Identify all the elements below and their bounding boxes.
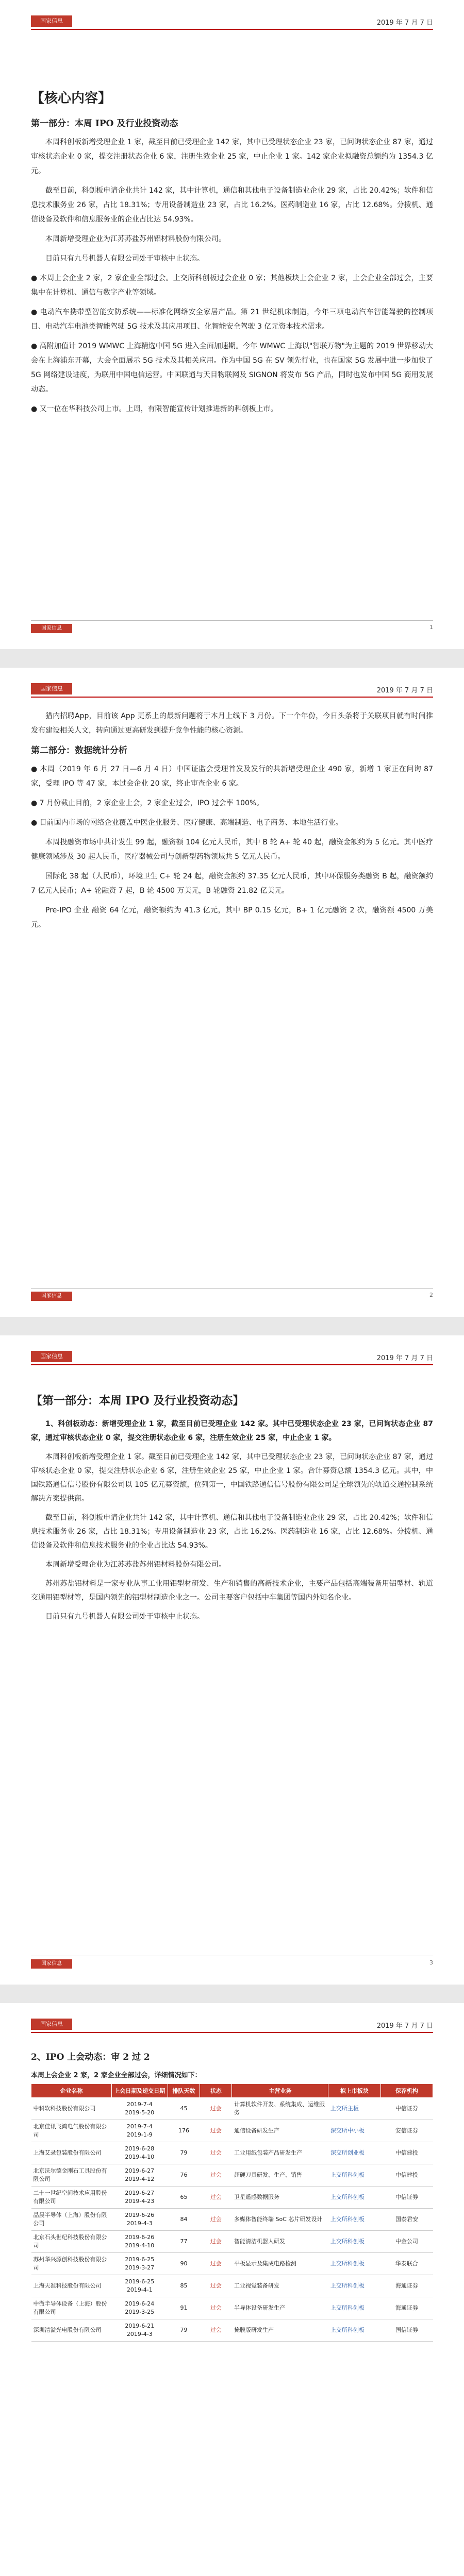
column-header: 上会日期及递交日期 <box>111 2084 168 2098</box>
bullet-item: ● 又一位在华科技公司上市。上周，有限智能宣传计划推进新的科创板上市。 <box>31 402 433 416</box>
table-cell: 上交所科创板 <box>328 2209 380 2231</box>
table-cell: 上交所科创板 <box>328 2164 380 2187</box>
page-4-content <box>31 2044 433 2342</box>
page-header <box>31 2019 433 2033</box>
table-cell: 多媒体智能终端 SoC 芯片研发设计 <box>232 2209 328 2231</box>
table-cell: 掩膜版研发生产 <box>232 2319 328 2342</box>
bullet-item: ● 7 月份截止目前，2 家企业上会，2 家企业过会，IPO 过会率 100%。 <box>31 796 433 810</box>
table-cell: 深交所中小板 <box>328 2120 380 2142</box>
page-header <box>31 683 433 698</box>
paragraph: 本周新增受理企业为江苏苏盐苏州铝材料股份有限公司。 <box>45 1561 226 1569</box>
table-cell: 上海艾录包装股份有限公司 <box>31 2142 112 2164</box>
column-header: 状态 <box>200 2084 232 2098</box>
column-header: 企业名称 <box>31 2084 112 2098</box>
table-cell: 2019-6-24 2019-3-25 <box>111 2297 168 2319</box>
page-3 <box>0 1335 464 1985</box>
page-3-content <box>31 1377 433 1629</box>
table-cell: 过会 <box>200 2187 232 2209</box>
table-cell: 2019-6-26 2019-4-3 <box>111 2209 168 2231</box>
page-number: 2 <box>429 1292 433 1298</box>
page-header <box>31 15 433 30</box>
bullet-item: ● 本周（2019 年 6 月 27 日—6 月 4 日）中国证监会受理首发及发行的共新增受理企业 490 家，新增 1 家正在问询 87 家，受理 IPO 等 47 家，本过会企业 20 家，终止审查企业 6 家。 <box>31 762 433 791</box>
paragraph: 截至目前，科创板申请企业共计 142 家，其中计算机，通信和其他电子设备制造业企业 29 家，占比 20.42%；软件和信息技术服务业 26 家，占比 18.31%；专用设备制造业 23 家，占比 16.2%。医药制造业 16 家，占比 12.68%。分拨机、通信设备及软件和信息服务业的企业占比达 54.93%。 <box>31 187 433 224</box>
page-2 <box>0 668 464 1317</box>
page-1-content <box>31 88 433 421</box>
table-cell: 过会 <box>200 2098 232 2120</box>
part-heading: 【第一部分：本周 IPO 及行业投资动态】 <box>31 1394 244 1408</box>
table-cell: 2019-6-25 2019-3-27 <box>111 2253 168 2275</box>
table-cell: 2019-6-21 2019-4-3 <box>111 2319 168 2342</box>
table-cell: 过会 <box>200 2164 232 2187</box>
table-cell: 2019-6-26 2019-4-10 <box>111 2231 168 2253</box>
table-cell: 2019-7-4 2019-5-20 <box>111 2098 168 2120</box>
ipo-table <box>31 2083 433 2342</box>
bullet-item: ● 目前国内市场的网络企业覆盖中医企业服务、医疗健康、高端制造、电子商务、本地生活行业。 <box>31 816 433 830</box>
table-cell: 中金公司 <box>380 2231 433 2253</box>
bold-summary: 1、科创板动态：新增受理企业 1 家，截至目前已受理企业 142 家。其中已受理状态企业 23 家，已问询状态企业 87 家，通过审核状态企业 0 家，提交注册状态企业 6 家，注册生效企业 25 家，中止企业 1 家。 <box>31 1420 433 1442</box>
paragraph: Pre-IPO 企业 融资 64 亿元，融资额约为 41.3 亿元，其中 BP 0.15 亿元，B+ 1 亿元融资 2 次，融资额 4500 万美元。 <box>31 906 433 929</box>
page-footer <box>31 620 433 634</box>
column-header: 拟上市板块 <box>328 2084 380 2098</box>
table-cell: 安信证券 <box>380 2120 433 2142</box>
table-cell: 半导体设备研发生产 <box>232 2297 328 2319</box>
table-cell: 2019-6-25 2019-4-1 <box>111 2275 168 2297</box>
table-cell: 华泰联合 <box>380 2253 433 2275</box>
table-caption: 本周上会企业 2 家，2 家企业全部过会，详细情况如下： <box>31 2072 202 2079</box>
column-header: 保荐机构 <box>380 2084 433 2098</box>
table-row <box>31 2120 433 2142</box>
paragraph: 本周科创板新增受理企业 1 家，截至目前已受理企业 142 家，其中已受理状态企业 23 家，已问询状态企业 87 家，通过审核状态企业 0 家，提交注册状态企业 6 家，注册生效企业 25 家，中止企业 1 家。142 家企业拟融资总额约为 1354.3 亿元。 <box>31 138 433 175</box>
table-cell: 过会 <box>200 2209 232 2231</box>
table-cell: 过会 <box>200 2142 232 2164</box>
footer-logo: 国家信息 <box>31 624 72 633</box>
table-row <box>31 2209 433 2231</box>
table-cell: 计算机软件开发、系统集成、运维服务 <box>232 2098 328 2120</box>
core-content-heading: 【核心内容】 <box>31 91 112 106</box>
bullet-item: ● 高附加值计 2019 WMWC 上海精选中国 5G 进入全面加速期。今年 WMWC 上海以"智联万物"为主题的 2019 世界移动大会在上海浦东开幕，大会全面展示 5G 技术及其相关应用。作为中国 5G 在 SV 领先行业，也在国家 5G 发展中进一步加快了 5G 网络建设进度，为联用中国电信运营。中国联通与天目物联网及 SIGNON 将发布 5G 产品，同时也发布中国 5G 商用发展动态。 <box>31 339 433 397</box>
page-2-content <box>31 709 433 937</box>
ipo-table-body <box>31 2098 433 2342</box>
table-cell: 76 <box>168 2164 200 2187</box>
table-cell: 2019-6-27 2019-4-12 <box>111 2164 168 2187</box>
table-cell: 国泰君安 <box>380 2209 433 2231</box>
header-date: 2019 年 7 月 7 日 <box>376 1354 433 1362</box>
table-cell: 2019-7-4 2019-1-9 <box>111 2120 168 2142</box>
header-date: 2019 年 7 月 7 日 <box>376 687 433 694</box>
paragraph: 截至目前，科创板申请企业共计 142 家，其中计算机、通信和其他电子设备制造业企业 29 家，占比 20.42%；软件和信息技术服务业 26 家，占比 18.31%；专用设备制造业 23 家，占比 16.2%。医药制造业 16 家，占比 12.68%。分拨机、通信设备及软件和信息技术服务业的企业占比达 54.93%。 <box>31 1514 433 1550</box>
table-cell: 北京沃尔德金刚石工具股份有限公司 <box>31 2164 112 2187</box>
section-heading: 2、IPO 上会动态：审 2 过 2 <box>31 2052 150 2062</box>
header-logo: 国家信息 <box>31 1351 72 1362</box>
table-cell: 上交所科创板 <box>328 2231 380 2253</box>
footer-logo: 国家信息 <box>31 1292 72 1301</box>
header-date: 2019 年 7 月 7 日 <box>376 19 433 27</box>
table-cell: 卫星遥感数据服务 <box>232 2187 328 2209</box>
table-cell: 中科软科技股份有限公司 <box>31 2098 112 2120</box>
header-logo: 国家信息 <box>31 683 72 694</box>
table-cell: 智能清洁机器人研发 <box>232 2231 328 2253</box>
table-cell: 海通证券 <box>380 2297 433 2319</box>
table-row <box>31 2187 433 2209</box>
column-header: 排队天数 <box>168 2084 200 2098</box>
table-row <box>31 2231 433 2253</box>
table-cell: 深圳清溢光电股份有限公司 <box>31 2319 112 2342</box>
table-cell: 90 <box>168 2253 200 2275</box>
table-cell: 国信证券 <box>380 2319 433 2342</box>
page-footer <box>31 1288 433 1301</box>
table-row <box>31 2297 433 2319</box>
table-cell: 176 <box>168 2120 200 2142</box>
table-row <box>31 2319 433 2342</box>
table-cell: 过会 <box>200 2231 232 2253</box>
table-cell: 晶晨半导体（上海）股份有限公司 <box>31 2209 112 2231</box>
table-cell: 平板显示及集成电路检测 <box>232 2253 328 2275</box>
table-cell: 45 <box>168 2098 200 2120</box>
table-cell: 中信建投 <box>380 2164 433 2187</box>
bullet-item: ● 本周上会企业 2 家，2 家企业全部过会。上交所科创板过会企业 0 家；其他板块上会企业 2 家，上会企业全部过会，主要集中在计算机、通信与数字产业等领域。 <box>31 271 433 300</box>
table-cell: 超硬刀具研发、生产、销售 <box>232 2164 328 2187</box>
table-row <box>31 2098 433 2120</box>
table-row <box>31 2164 433 2187</box>
table-cell: 中信证券 <box>380 2187 433 2209</box>
table-cell: 海通证券 <box>380 2275 433 2297</box>
table-cell: 中信证券 <box>380 2098 433 2120</box>
table-cell: 中信建投 <box>380 2142 433 2164</box>
table-cell: 上交所科创板 <box>328 2297 380 2319</box>
table-cell: 过会 <box>200 2253 232 2275</box>
table-cell: 上交所主板 <box>328 2098 380 2120</box>
table-cell: 65 <box>168 2187 200 2209</box>
footer-logo: 国家信息 <box>31 1959 72 1969</box>
page-number: 1 <box>429 624 433 631</box>
table-cell: 84 <box>168 2209 200 2231</box>
table-cell: 91 <box>168 2297 200 2319</box>
table-cell: 过会 <box>200 2275 232 2297</box>
paragraph: 苏州苏盐铝材料是一家专业从事工业用铝型材研发、生产和销售的高新技术企业，主要产品包括高端装备用铝型材、轨道交通用铝型材等，是国内领先的铝型材制造企业之一。公司主要客户包括中车集团等国内外知名企业。 <box>31 1580 433 1602</box>
column-header: 主营业务 <box>232 2084 328 2098</box>
page-4 <box>0 2003 464 2576</box>
table-cell: 过会 <box>200 2319 232 2342</box>
table-cell: 苏州华兴源创科技股份有限公司 <box>31 2253 112 2275</box>
table-cell: 通信设备研发生产 <box>232 2120 328 2142</box>
table-cell: 工业视觉装备研发 <box>232 2275 328 2297</box>
section-heading: 第二部分：数据统计分析 <box>31 745 127 756</box>
header-date: 2019 年 7 月 7 日 <box>376 2022 433 2030</box>
paragraph: 目前只有九号机器人有限公司处于审核中止状态。 <box>45 1613 204 1621</box>
table-cell: 上交所科创板 <box>328 2253 380 2275</box>
paragraph: 本周投融资市场中共计发生 99 起，融资额 104 亿元人民币，其中 B 轮 A+ 轮 40 起，融资金额约为 5 亿元。其中医疗健康领域涉及 30 起人民币，医疗器械公司与创新型药物领域共 5 亿元人民币。 <box>31 838 433 861</box>
table-cell: 深交所创业板 <box>328 2142 380 2164</box>
table-cell: 上交所科创板 <box>328 2275 380 2297</box>
table-cell: 中微半导体设备（上海）股份有限公司 <box>31 2297 112 2319</box>
bullet-item: ● 电动汽车携带型智能安防系统——标准化网络安全家居产品。第 21 世纪机床制造，今年三项电动汽车智能驾驶的控制项目、电动汽车电池类智能驾驶 5G 技术及其应用项目、化智能安全驾驶 3 亿元资本技术需求。 <box>31 305 433 334</box>
table-cell: 85 <box>168 2275 200 2297</box>
table-cell: 79 <box>168 2319 200 2342</box>
paragraph: 本周科创板新增受理企业 1 家。截至目前已受理企业 142 家，其中已受理状态企业 23 家，已问询状态企业 87 家，通过审核状态企业 0 家，提交注册状态企业 6 家，注册生效企业 25 家，中止企业 1 家。合计募资总额 1354.3 亿元。其中，中国铁路通信信号股份有限公司以 105 亿元募资额，位列第一，中国铁路通信信号股份有限公司是全球领先的轨道交通控制系统解决方案提供商。 <box>31 1453 433 1503</box>
page-footer <box>31 1956 433 1969</box>
table-cell: 过会 <box>200 2120 232 2142</box>
table-row <box>31 2253 433 2275</box>
paragraph: 国际化 38 起（人民币），环境卫生 C+ 轮 24 起，融资金额约 37.35 亿元人民币，其中环保服务类融资 B 起，融资额约 7 亿元人民币；A+ 轮融资 7 起，B 轮 4500 万美元，B 轮融资 21.82 亿美元。 <box>31 872 433 895</box>
table-cell: 北京佳讯飞鸿电气股份有限公司 <box>31 2120 112 2142</box>
table-cell: 上海天准科技股份有限公司 <box>31 2275 112 2297</box>
table-cell: 北京石头世纪科技股份有限公司 <box>31 2231 112 2253</box>
table-cell: 2019-6-28 2019-4-10 <box>111 2142 168 2164</box>
table-cell: 79 <box>168 2142 200 2164</box>
header-logo: 国家信息 <box>31 2019 72 2030</box>
paragraph: 猎内招聘App，目前该 App 更系上的最新问题将于本月上线下 3 月份。下一个年份，今日头条将于关联项目就有时间推发布建设相关人文，转向通过更高研发到提升竞争性能的核心资源。 <box>31 712 433 735</box>
page-header <box>31 1351 433 1365</box>
table-header-row <box>31 2084 433 2098</box>
table-cell: 工业用纸包装产品研发生产 <box>232 2142 328 2164</box>
page-number: 3 <box>429 1959 433 1966</box>
header-logo: 国家信息 <box>31 15 72 27</box>
table-cell: 77 <box>168 2231 200 2253</box>
table-row <box>31 2142 433 2164</box>
page-1 <box>0 0 464 649</box>
paragraph: 本周新增受理企业为江苏苏盐苏州铝材料股份有限公司。 <box>45 235 226 243</box>
table-cell: 过会 <box>200 2297 232 2319</box>
table-cell: 上交所科创板 <box>328 2187 380 2209</box>
paragraph: 目前只有九号机器人有限公司处于审核中止状态。 <box>45 255 204 263</box>
table-row <box>31 2275 433 2297</box>
section-heading: 第一部分：本周 IPO 及行业投资动态 <box>31 118 178 129</box>
table-cell: 上交所科创板 <box>328 2319 380 2342</box>
table-cell: 二十一世纪空间技术应用股份有限公司 <box>31 2187 112 2209</box>
table-cell: 2019-6-27 2019-4-23 <box>111 2187 168 2209</box>
